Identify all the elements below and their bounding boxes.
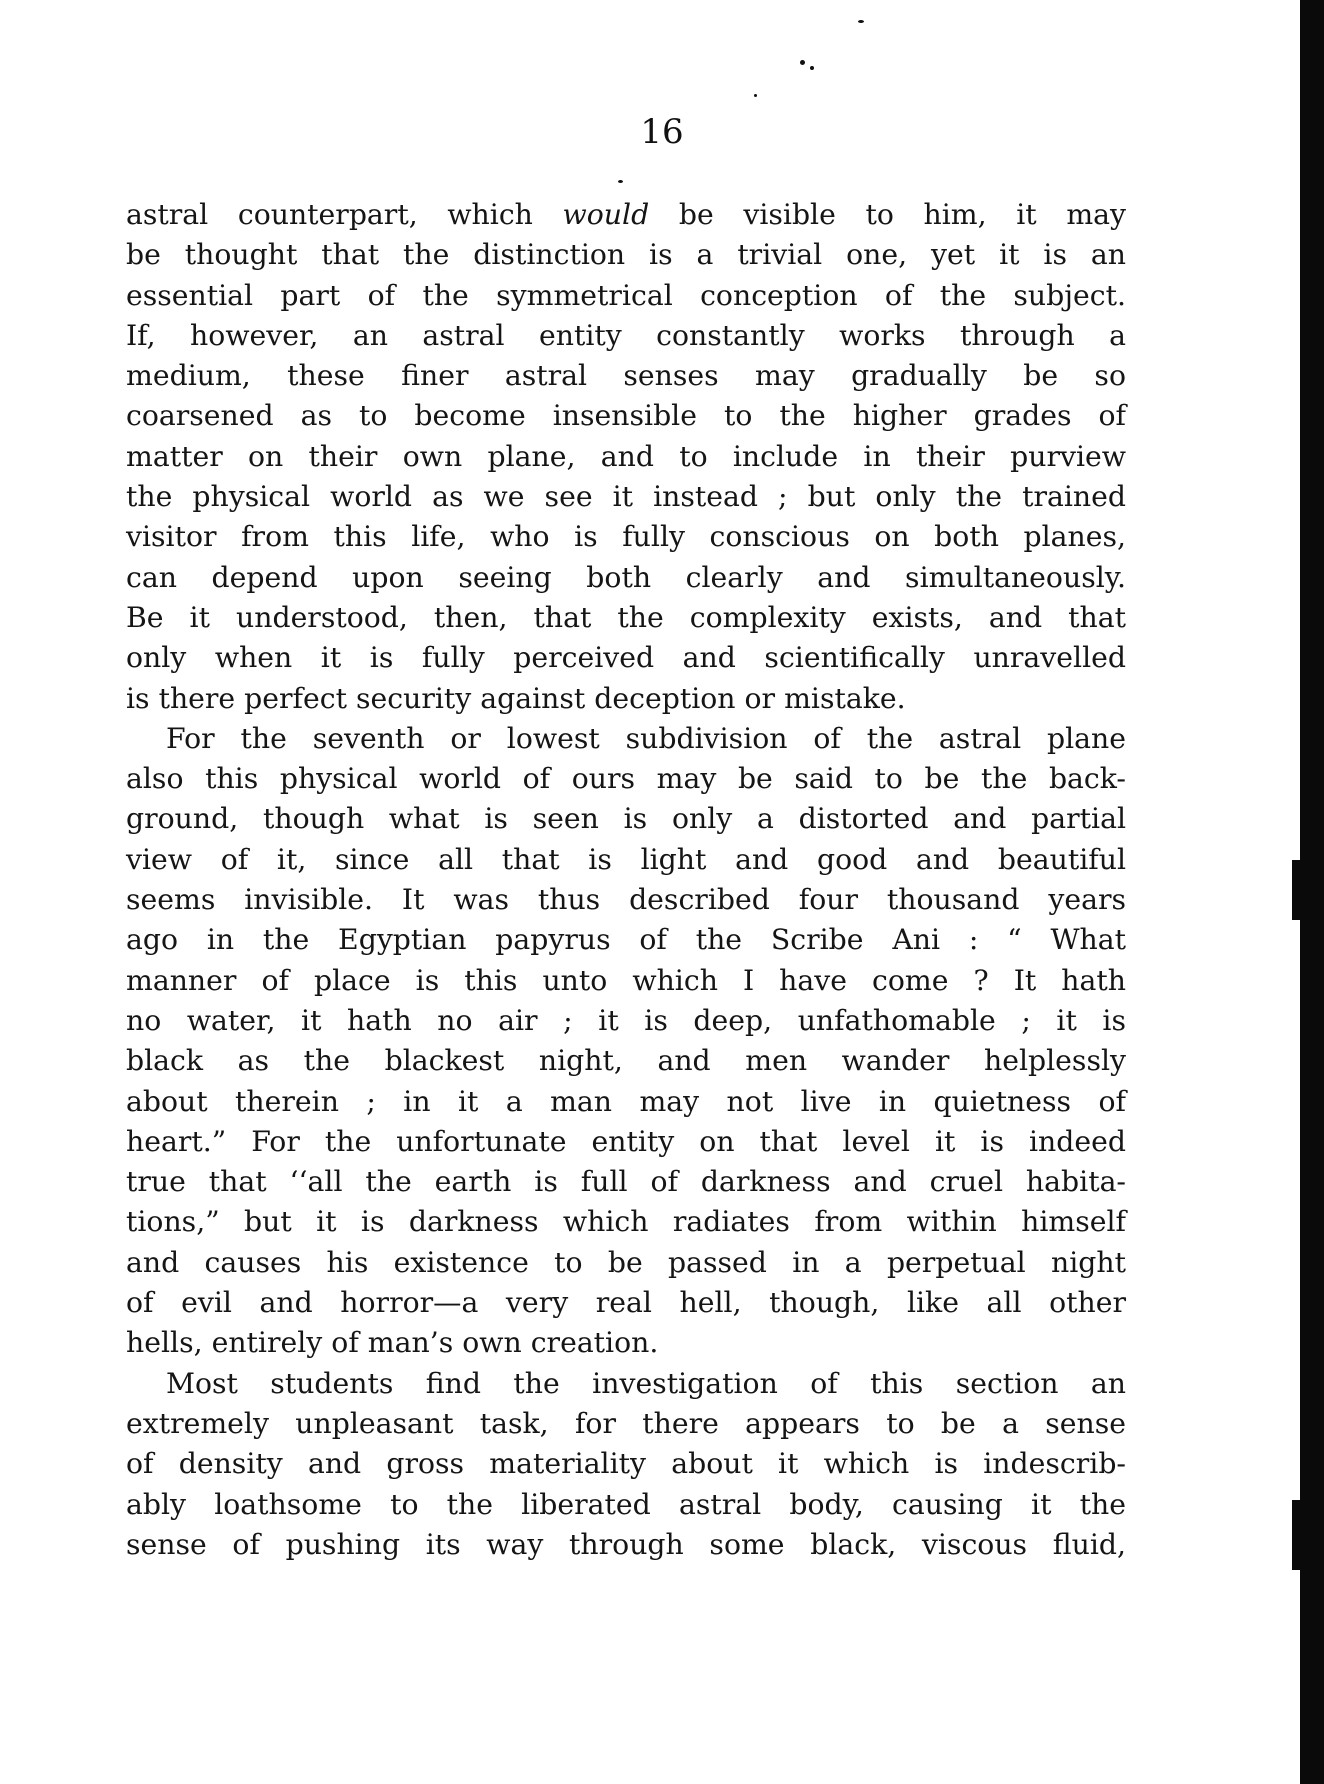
text-line: also this physical world of ours may be said to be the back- — [126, 762, 1126, 796]
text-line: essential part of the symmetrical conception of the subject. — [126, 278, 1126, 312]
text-line: ably loathsome to the liberated astral body, causing it the — [126, 1487, 1126, 1521]
binding-notch — [1292, 860, 1306, 920]
text-line: black as the blackest night, and men wander helplessly — [126, 1044, 1126, 1078]
ink-speck — [618, 180, 623, 183]
text-line: tions,” but it is darkness which radiates from within himself — [126, 1205, 1126, 1239]
ink-speck — [858, 20, 864, 23]
text-line: be thought that the distinction is a trivial one, yet it is an — [126, 238, 1126, 272]
binding-notch — [1292, 1500, 1306, 1570]
text-line: only when it is fully perceived and scientifically unravelled — [126, 641, 1126, 675]
emphasized-word: would — [562, 198, 650, 231]
text-line: ago in the Egyptian papyrus of the Scribe Ani : “ What — [126, 923, 1126, 957]
ink-speck — [800, 60, 805, 65]
text-line: extremely unpleasant task, for there appears to be a sense — [126, 1406, 1126, 1440]
paragraph-start: Most students find the investigation of this section an — [166, 1366, 1126, 1400]
text-line: true that ‘‘all the earth is full of darkness and cruel habita- — [126, 1165, 1126, 1199]
text-line: no water, it hath no air ; it is deep, unfathomable ; it is — [126, 1003, 1126, 1037]
text-line: If, however, an astral entity constantly works through a — [126, 318, 1126, 352]
text-line: heart.” For the unfortunate entity on that level it is indeed — [126, 1124, 1126, 1158]
text-line: coarsened as to become insensible to the higher grades of — [126, 399, 1126, 433]
text-line: sense of pushing its way through some black, viscous fluid, — [126, 1527, 1126, 1561]
text-line: hells, entirely of man’s own creation. — [126, 1326, 659, 1360]
text-line: and causes his existence to be passed in a perpetual night — [126, 1245, 1126, 1279]
text-line: ground, though what is seen is only a distorted and partial — [126, 802, 1126, 836]
text-line: seems invisible. It was thus described four thousand years — [126, 883, 1126, 917]
paragraph-start: For the seventh or lowest subdivision of the astral plane — [166, 721, 1126, 755]
text-line: view of it, since all that is light and good and beautiful — [126, 842, 1126, 876]
text-line: of evil and horror—a very real hell, though, like all other — [126, 1286, 1126, 1320]
ink-speck — [810, 66, 814, 70]
text-line: of density and gross materiality about it which is indescrib- — [126, 1447, 1126, 1481]
text-line: matter on their own plane, and to include in their purview — [126, 439, 1126, 473]
page-number: 16 — [640, 112, 684, 152]
text-line: visitor from this life, who is fully conscious on both planes, — [126, 520, 1126, 554]
text-line: Be it understood, then, that the complexity exists, and that — [126, 600, 1126, 634]
text-line: astral counterpart, which would be visible to him, it may — [126, 198, 1127, 231]
text-line: can depend upon seeing both clearly and simultaneously. — [126, 560, 1126, 594]
text-line: manner of place is this unto which I have come ? It hath — [126, 963, 1126, 997]
text-line: about therein ; in it a man may not live in quietness of — [126, 1084, 1126, 1118]
ink-speck — [754, 94, 757, 97]
text-line: is there perfect security against deception or mistake. — [126, 681, 906, 715]
body-text — [126, 195, 1126, 1565]
text-line: the physical world as we see it instead ; but only the trained — [126, 480, 1126, 514]
text-line: medium, these finer astral senses may gradually be so — [126, 359, 1126, 393]
